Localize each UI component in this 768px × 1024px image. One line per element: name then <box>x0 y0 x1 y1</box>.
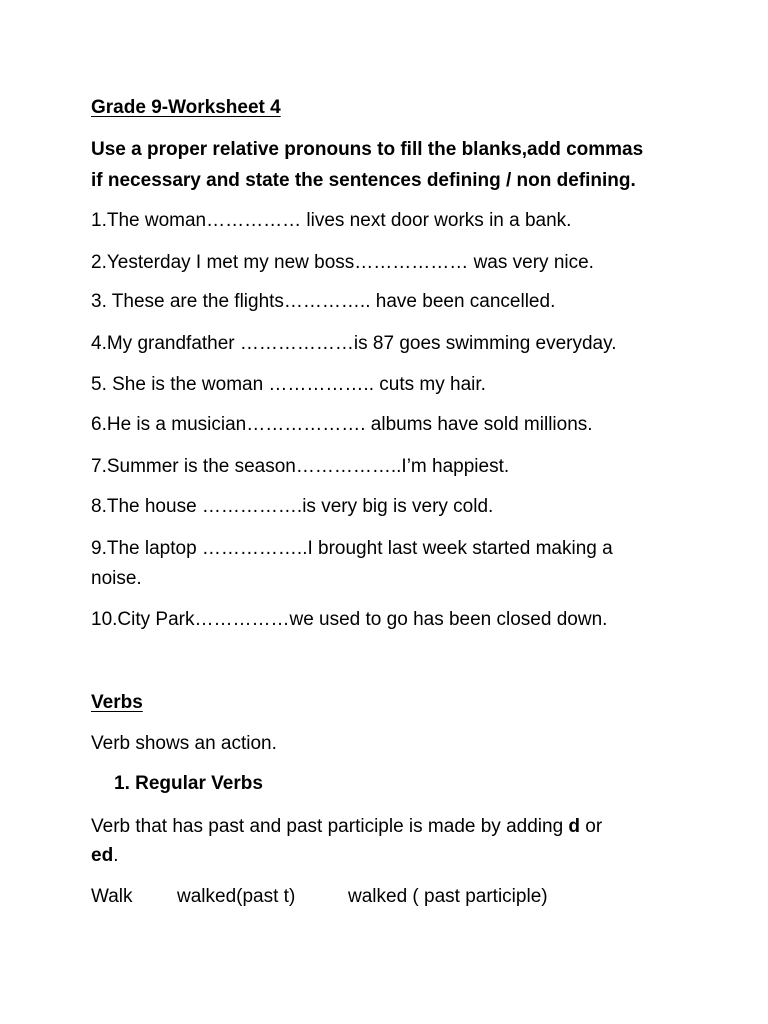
question-2: 2.Yesterday I met my new boss……………… was very nice. <box>91 252 594 273</box>
verb-example-participle: walked ( past participle) <box>348 886 548 907</box>
worksheet-title: Grade 9-Worksheet 4 <box>91 97 281 118</box>
regular-def-period: . <box>113 845 119 866</box>
question-10: 10.City Park……………we used to go has been closed down. <box>91 609 608 630</box>
instruction-line-1: Use a proper relative pronouns to fill the blanks,add commas <box>91 139 644 160</box>
question-9: 9.The laptop ……………..I brought last week started making a <box>91 538 613 559</box>
regular-def-text: Verb that has past and past participle is made by adding <box>91 816 569 837</box>
question-1: 1.The woman…………… lives next door works in a bank. <box>91 210 572 231</box>
question-5: 5. She is the woman …………….. cuts my hair. <box>91 374 486 395</box>
verb-example-base: Walk <box>91 886 133 907</box>
question-8: 8.The house …………….is very big is very cold. <box>91 496 494 517</box>
question-9-continued: noise. <box>91 568 142 589</box>
question-3: 3. These are the flights………….. have been cancelled. <box>91 291 556 312</box>
question-4: 4.My grandfather ………………is 87 goes swimming everyday. <box>91 333 617 354</box>
regular-def-or: or <box>580 816 603 837</box>
regular-verbs-heading: 1. Regular Verbs <box>114 773 263 794</box>
question-7: 7.Summer is the season……………..I’m happiest. <box>91 456 510 477</box>
regular-verbs-definition-line-2 <box>91 841 118 871</box>
instruction-line-2: if necessary and state the sentences defining / non defining. <box>91 170 636 191</box>
verb-example-past: walked(past t) <box>177 886 296 907</box>
verbs-definition: Verb shows an action. <box>91 733 277 754</box>
verbs-heading: Verbs <box>91 692 143 713</box>
regular-verbs-definition-line-1 <box>91 812 602 842</box>
question-6: 6.He is a musician………………. albums have sold millions. <box>91 414 593 435</box>
regular-def-ed: ed <box>91 845 114 866</box>
regular-def-d: d <box>568 816 581 837</box>
